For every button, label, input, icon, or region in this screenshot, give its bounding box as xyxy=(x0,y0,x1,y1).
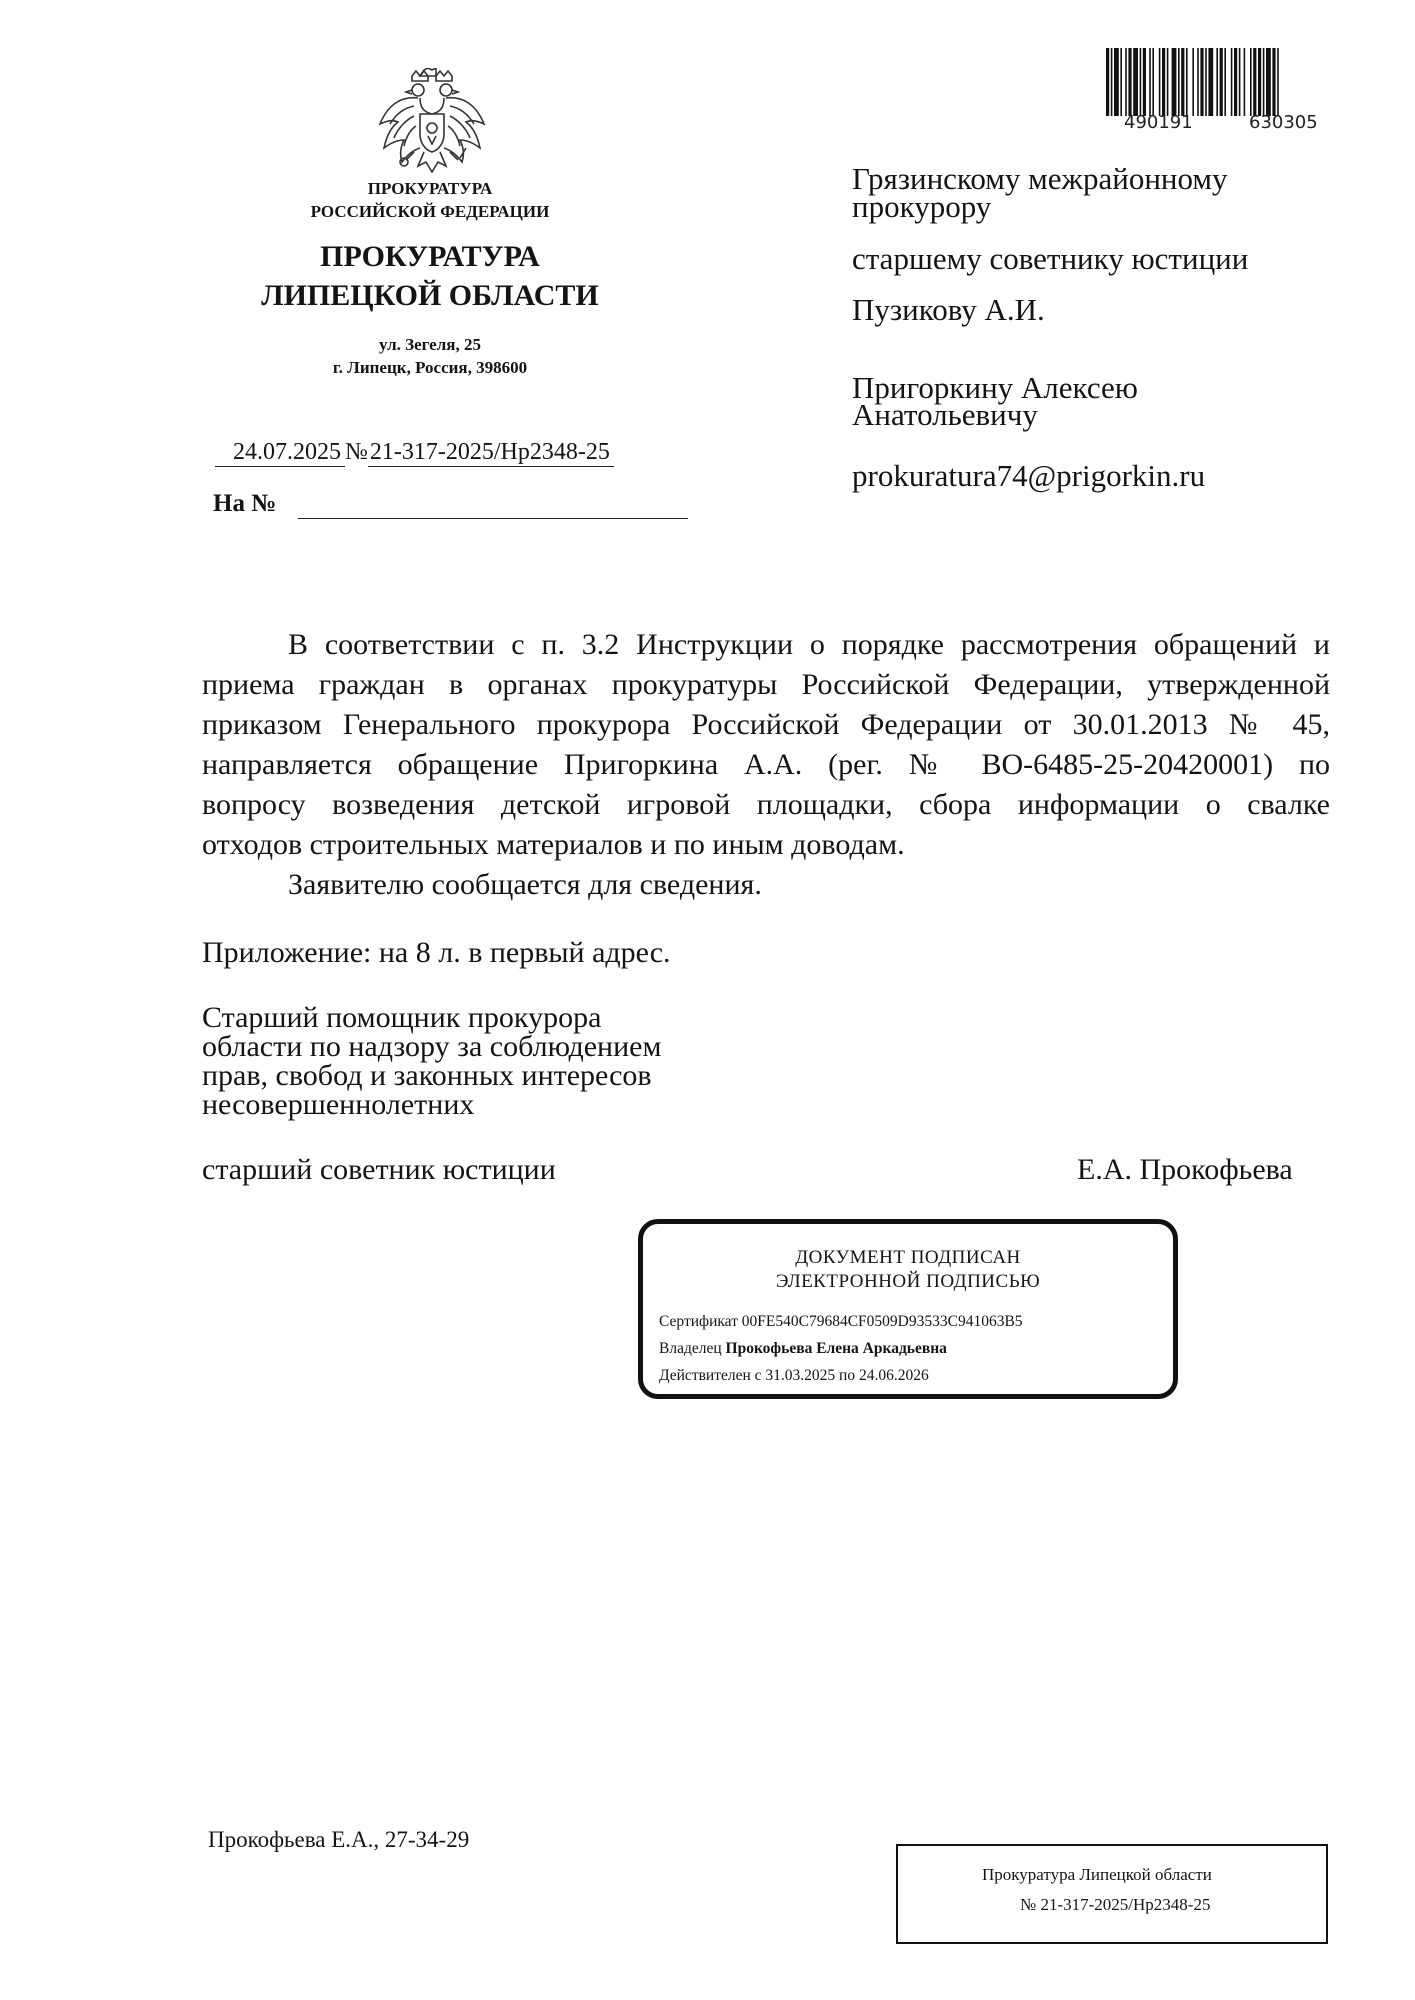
valid-from-prefix: с xyxy=(754,1367,762,1384)
signer-rank: старший советник юстиции xyxy=(202,1153,556,1186)
coat-of-arms-icon xyxy=(374,68,490,184)
signer-position xyxy=(202,1003,661,1119)
stamp-certificate xyxy=(643,1308,1173,1335)
barcode-bar xyxy=(1140,48,1142,116)
barcode-bar xyxy=(1172,48,1177,116)
barcode-bar xyxy=(1220,48,1223,116)
address-line-1: ул. Зегеля, 25 xyxy=(379,335,481,354)
signer-position-line: несовершеннолетних xyxy=(202,1088,475,1121)
certificate-label: Сертификат xyxy=(659,1313,738,1330)
recipient-line-3: старшему советнику юстиции xyxy=(852,241,1249,276)
outgoing-reference xyxy=(215,438,614,467)
barcode-bar xyxy=(1272,48,1275,116)
barcode-bar xyxy=(1162,48,1165,116)
barcode-bar xyxy=(1192,48,1194,116)
org-big-line-1: ПРОКУРАТУРА xyxy=(320,240,540,273)
barcode-bar xyxy=(1258,48,1261,116)
recipient-line-1: Грязинскому межрайонному xyxy=(852,161,1228,196)
barcode-bar xyxy=(1224,48,1226,116)
barcode-bar xyxy=(1143,48,1146,116)
barcode-bar xyxy=(1234,48,1237,116)
barcode-bar xyxy=(1244,48,1246,116)
barcode-bar xyxy=(1149,48,1151,116)
signer-position-line: прав, свобод и законных интересов xyxy=(202,1059,652,1092)
stamp-owner xyxy=(643,1335,1173,1362)
recipient-line-6: Анатольевичу xyxy=(852,397,1038,432)
barcode-bar xyxy=(1159,48,1161,116)
recipient-line-2: прокурору xyxy=(852,189,992,224)
barcode-bar xyxy=(1277,48,1279,116)
address-line-2: г. Липецк, Россия, 398600 xyxy=(332,358,528,377)
barcode-bar xyxy=(1186,48,1188,116)
registration-number-sign: № xyxy=(1020,1895,1037,1914)
body-line: В соответствии с п. 3.2 Инструкции о порядке рассмотрения обращений и xyxy=(288,628,1330,661)
outgoing-date: 24.07.2025 xyxy=(215,438,345,467)
body-line: приказом Генерального прокурора Российской Федерации от 30.01.2013 № 45, xyxy=(202,708,1330,741)
recipient-line-4: Пузикову А.И. xyxy=(852,292,1045,327)
barcode-bar xyxy=(1205,48,1207,116)
barcode-bar xyxy=(1216,48,1218,116)
valid-to: 24.06.2026 xyxy=(858,1367,929,1384)
signer-position-line: области по надзору за соблюдением xyxy=(202,1030,662,1063)
attachment-note: Приложение: на 8 л. в первый адрес. xyxy=(202,936,671,969)
barcode-bar xyxy=(1266,48,1271,116)
outgoing-number: 21-317-2025/Нр2348-25 xyxy=(368,438,614,467)
barcode-bar xyxy=(1120,48,1122,116)
body-line: приема граждан в органах прокуратуры Российской Федерации, утвержденной xyxy=(202,668,1330,701)
barcode-right-digits: 630305 xyxy=(1249,112,1318,133)
barcode-bar xyxy=(1197,48,1199,116)
valid-to-prefix: по xyxy=(839,1367,856,1384)
barcode-bar xyxy=(1178,48,1180,116)
barcode-bar xyxy=(1239,48,1241,116)
org-big-line-2: ЛИПЕЦКОЙ ОБЛАСТИ xyxy=(261,279,599,312)
barcode-bar xyxy=(1263,48,1265,116)
barcode-icon xyxy=(1104,48,1354,116)
barcode-bar xyxy=(1253,48,1256,116)
barcode-bar xyxy=(1200,48,1203,116)
barcode-bar xyxy=(1181,48,1184,116)
signer-name: Е.А. Прокофьева xyxy=(1077,1153,1293,1186)
ref-label: На № xyxy=(213,490,277,517)
stamp-title-line-1: ДОКУМЕНТ ПОДПИСАН xyxy=(795,1247,1021,1268)
valid-label: Действителен xyxy=(659,1367,751,1384)
barcode-bar xyxy=(1250,48,1252,116)
registration-number-value: 21-317-2025/Нр2348-25 xyxy=(1040,1895,1211,1914)
barcode-bar xyxy=(1167,48,1169,116)
body-paragraph-1 xyxy=(202,625,1330,905)
body-line: вопросу возведения детской игровой площадки, сбора информации о свалке xyxy=(202,788,1330,821)
barcode-bar xyxy=(1114,48,1119,116)
body-paragraph-2: Заявителю сообщается для сведения. xyxy=(288,868,762,901)
signer-position-line: Старший помощник прокурора xyxy=(202,1001,602,1034)
barcode-bar xyxy=(1128,48,1131,116)
registration-stamp xyxy=(896,1844,1328,1944)
org-small-line-2: РОССИЙСКОЙ ФЕДЕРАЦИИ xyxy=(310,202,550,221)
barcode-bar xyxy=(1125,48,1127,116)
barcode-bar xyxy=(1208,48,1213,116)
barcode-left-digits: 490191 xyxy=(1124,112,1193,133)
org-small-line-1: ПРОКУРАТУРА xyxy=(367,179,493,198)
executor-contact: Прокофьева Е.А., 27-34-29 xyxy=(208,1827,470,1852)
valid-from: 31.03.2025 xyxy=(765,1367,836,1384)
barcode-bar xyxy=(1152,48,1154,116)
recipient-email: prokuratura74@prigorkin.ru xyxy=(852,458,1206,493)
ref-number-line xyxy=(298,518,688,519)
registration-number xyxy=(898,1890,1326,1920)
owner-label: Владелец xyxy=(659,1340,722,1357)
registration-org: Прокуратура Липецкой области xyxy=(982,1865,1212,1884)
recipient-line-5: Пригоркину Алексею xyxy=(852,370,1138,405)
barcode-bar xyxy=(1111,48,1113,116)
body-line: отходов строительных материалов и по иным доводам. xyxy=(202,828,905,861)
stamp-validity xyxy=(643,1362,1173,1389)
stamp-title-line-2: ЭЛЕКТРОННОЙ ПОДПИСЬЮ xyxy=(775,1271,1041,1292)
barcode-bar xyxy=(1231,48,1233,116)
electronic-signature-stamp xyxy=(638,1219,1178,1399)
barcode-bar xyxy=(1133,48,1138,116)
barcode-bar xyxy=(1106,48,1109,116)
number-sign: № xyxy=(345,439,368,465)
owner-value: Прокофьева Елена Аркадьевна xyxy=(725,1340,947,1357)
certificate-value: 00FE540C79684CF0509D93533C941063B5 xyxy=(741,1313,1023,1330)
body-line: направляется обращение Пригоркина А.А. (рег. № ВО-6485-25-20420001) по xyxy=(202,748,1330,781)
